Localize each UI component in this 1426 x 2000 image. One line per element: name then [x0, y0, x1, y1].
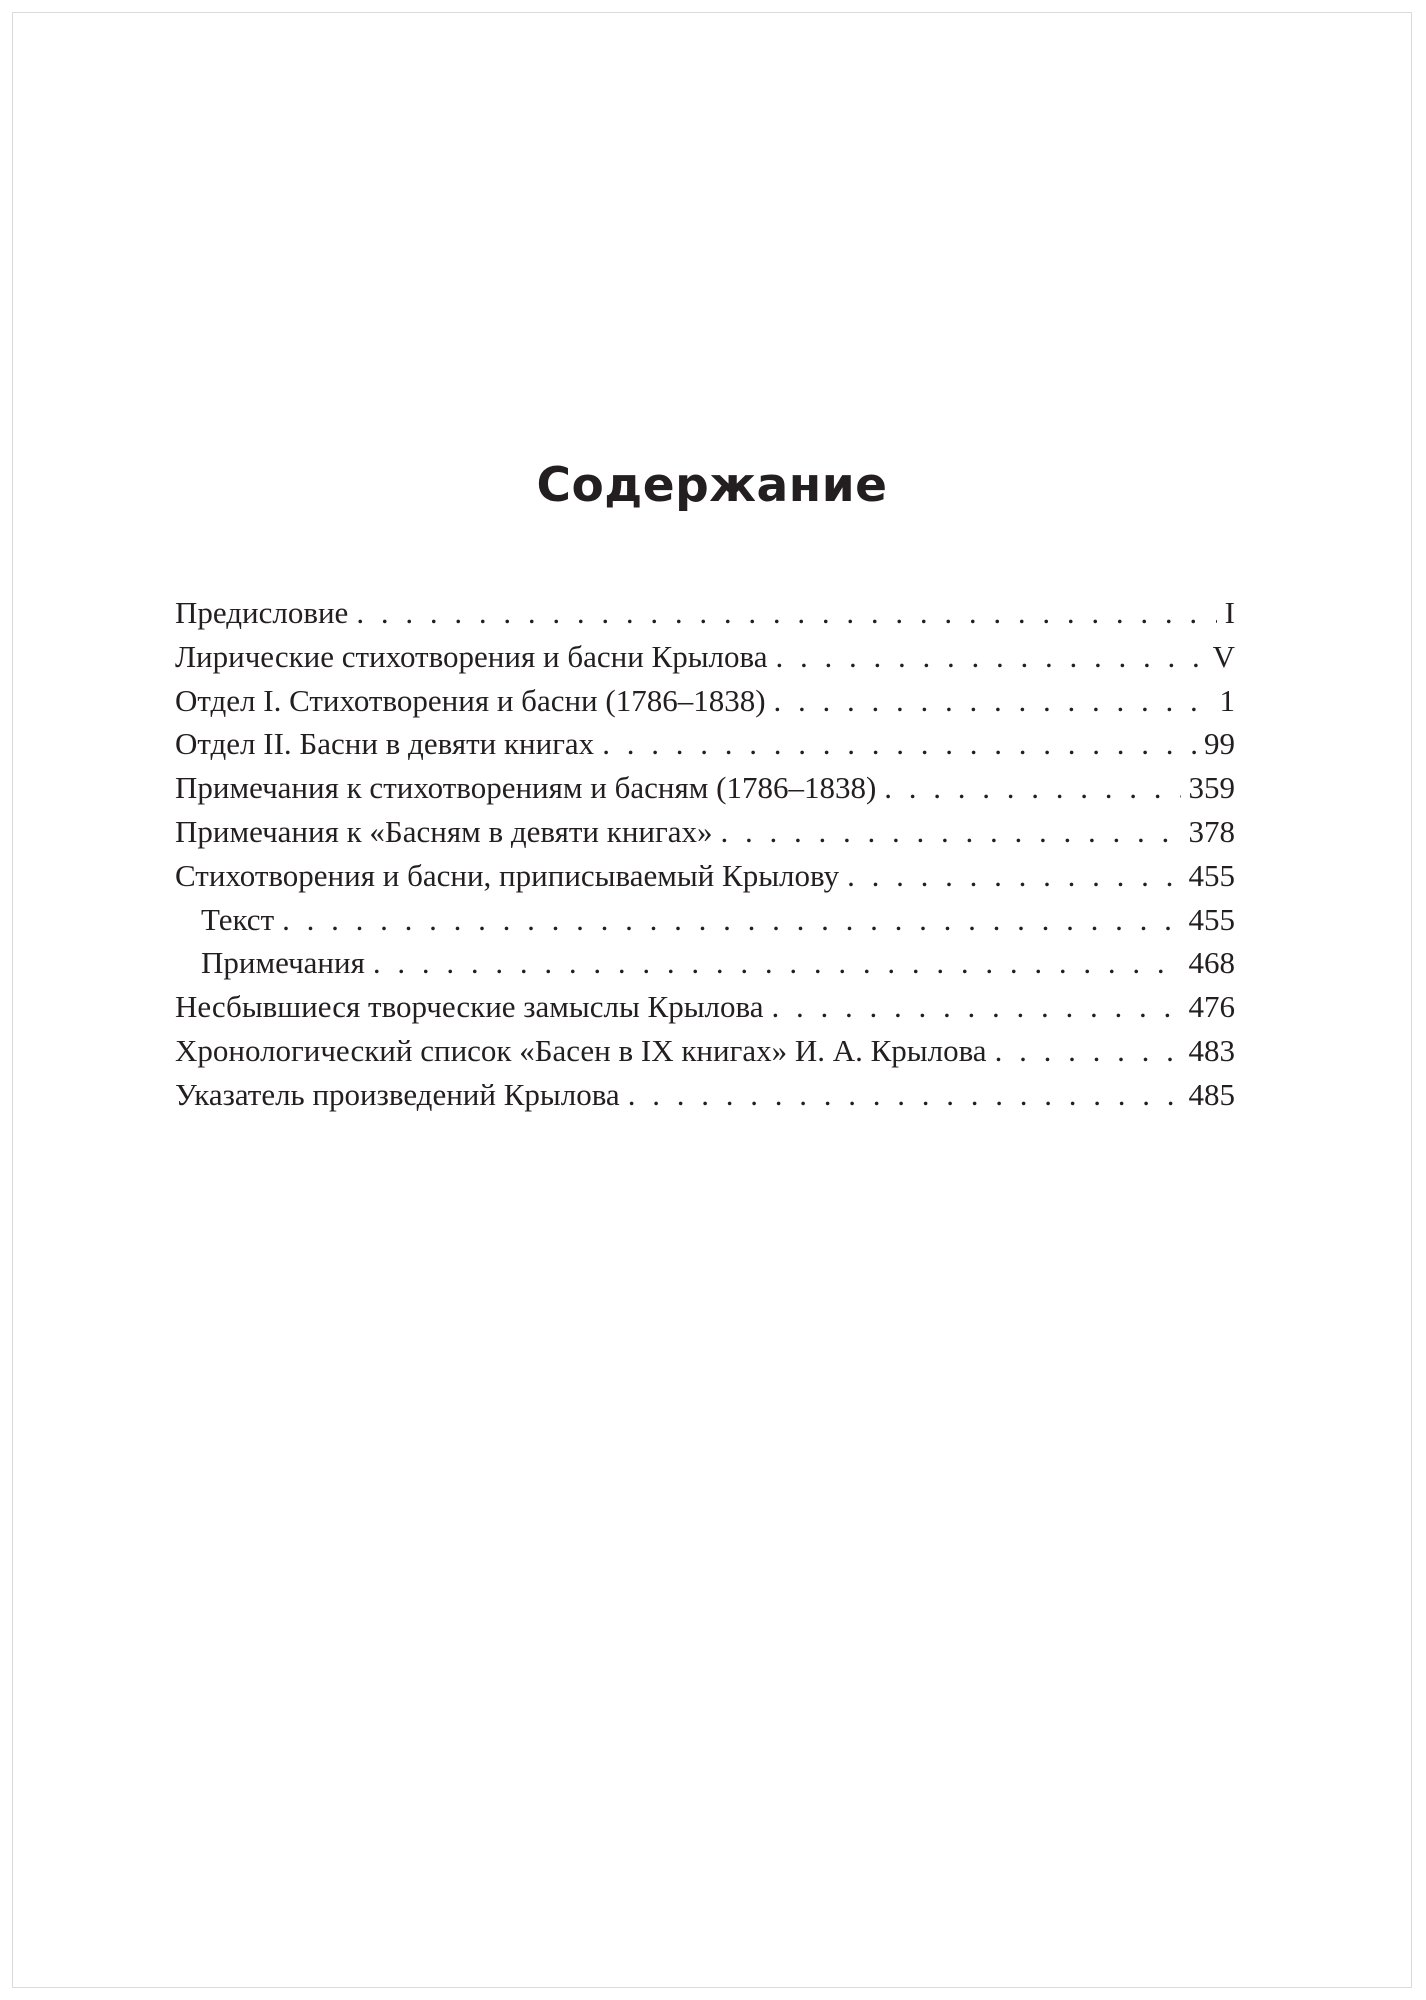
toc-entry-label: Примечания к «Басням в девяти книгах» [175, 813, 713, 849]
toc-subentry-text [175, 898, 1235, 942]
toc-entry-page: 476 [1188, 989, 1235, 1025]
toc-entry-page: 483 [1188, 1032, 1235, 1068]
dot-leader [884, 766, 1180, 810]
toc-entry-lyrical-poems [175, 635, 1235, 679]
toc-entry-index [175, 1073, 1235, 1117]
dot-leader [776, 635, 1205, 679]
dot-leader [772, 985, 1181, 1029]
dot-leader [628, 1073, 1181, 1117]
dot-leader [356, 591, 1216, 635]
toc-entry-preface [175, 591, 1235, 635]
toc-subentry-notes [175, 941, 1235, 985]
toc-entry-label: Стихотворения и басни, приписываемый Крылову [175, 857, 840, 893]
toc-entry-attributed [175, 854, 1235, 898]
table-of-contents [175, 591, 1235, 1117]
page-sheet [12, 12, 1412, 1988]
toc-entry-label: Текст [201, 901, 275, 937]
toc-entry-page: 468 [1188, 945, 1235, 981]
toc-entry-label: Отдел II. Басни в девяти книгах [175, 726, 595, 762]
dot-leader [847, 854, 1180, 898]
dot-leader [995, 1029, 1181, 1073]
toc-entry-page: V [1212, 638, 1235, 674]
dot-leader [282, 898, 1180, 942]
toc-entry-page: 1 [1219, 682, 1235, 718]
toc-entry-page: 485 [1188, 1076, 1235, 1112]
toc-entry-page: 455 [1188, 901, 1235, 937]
dot-leader [373, 941, 1181, 985]
toc-entry-section-1 [175, 679, 1235, 723]
toc-entry-label: Предисловие [175, 595, 349, 630]
toc-entry-unrealized [175, 985, 1235, 1029]
toc-entry-page: 359 [1188, 770, 1235, 806]
toc-entry-section-2 [175, 722, 1235, 766]
toc-entry-label: Лирические стихотворения и басни Крылова [175, 638, 768, 674]
toc-entry-label: Отдел I. Стихотворения и басни (1786–1838) [175, 682, 766, 718]
dot-leader [720, 810, 1180, 854]
toc-entry-label: Примечания к стихотворениям и басням (1786–1838) [175, 770, 877, 806]
toc-entry-page: I [1224, 595, 1235, 630]
toc-entry-notes-fables [175, 810, 1235, 854]
page-title: Содержание [536, 458, 888, 513]
toc-entry-page: 378 [1188, 813, 1235, 849]
toc-entry-label: Указатель произведений Крылова [175, 1076, 620, 1112]
toc-entry-label: Несбывшиеся творческие замыслы Крылова [175, 989, 764, 1025]
toc-entry-label: Хронологический список «Басен в IX книгах» И. А. Крылова [175, 1032, 987, 1068]
dot-leader [602, 722, 1196, 766]
dot-leader [774, 679, 1212, 723]
toc-entry-chronological-list [175, 1029, 1235, 1073]
toc-entry-page: 455 [1188, 857, 1235, 893]
toc-entry-label: Примечания [201, 945, 365, 981]
toc-entry-notes-poems [175, 766, 1235, 810]
toc-entry-page: 99 [1204, 726, 1235, 762]
